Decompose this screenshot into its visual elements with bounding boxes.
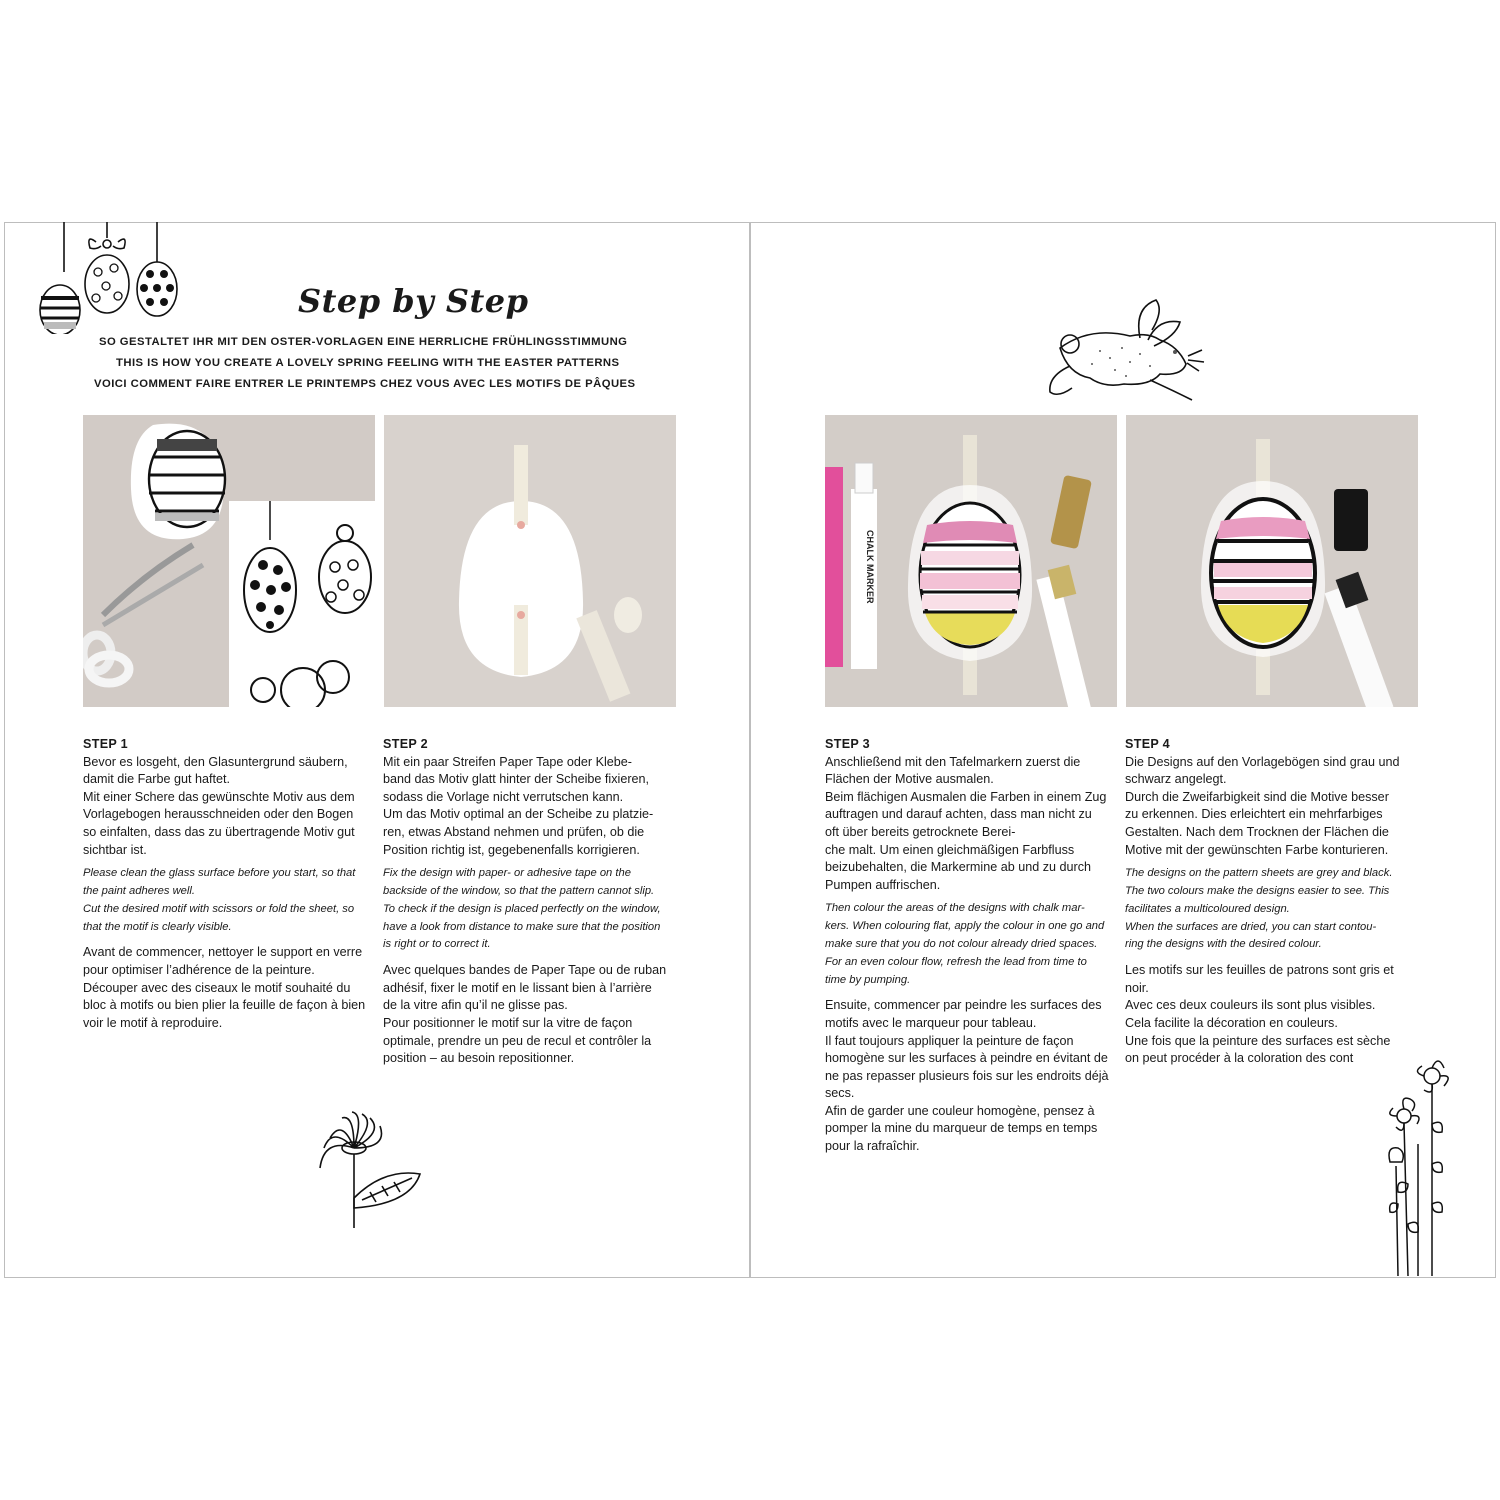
step-text-de: Mit ein paar Streifen Paper Tape oder Klebe- band das Motiv glatt hinter der Scheibe fixieren, sodass die Vorlage nicht verrutschen kann. Um das Motiv optimal an der Scheibe zu platzie- ren, etwas Abstand nehmen und prüfen, ob die Position richtig ist, gegebenenfalls korrigieren. xyxy=(383,754,654,857)
step-text-fr: Les motifs sur les feuilles de patrons sont gris et noir. Avec ces deux couleurs ils sont plus visibles. Cela facilite la décoration en couleurs. Une fois que la peinture des surfaces est sèche on peut procéder à la coloration des cont xyxy=(1125,963,1394,1066)
step-3-column xyxy=(825,736,1109,1164)
tall-flowers-illustration xyxy=(1380,1054,1450,1276)
photo-step-4 xyxy=(1126,415,1418,707)
step-text-de: Bevor es losgeht, den Glasuntergrund säubern, damit die Farbe gut haftet. Mit einer Schere das gewünschte Motiv aus dem Vorlagebogen herausschneiden oder den Bogen so einfalten, dass das zu übertragende Motiv gut sichtbar ist. xyxy=(83,754,355,857)
step-text-fr: Ensuite, commencer par peindre les surfaces des motifs avec le marqueur pour tableau. Il faut toujours appliquer la peinture de façon homogène sur les surfaces à peindre en évitant de ne pas repasser plusieurs fois sur les endroits déjà secs. Afin de garder une couleur homogène, pensez à pomper la mine du marqueur de temps en temps pour la rafraîchir. xyxy=(825,998,1109,1154)
photo-step-3 xyxy=(825,415,1117,707)
step-2-column xyxy=(383,736,667,1076)
step-label: STEP 4 xyxy=(1125,737,1170,751)
marker-label: CHALK MARKER xyxy=(865,530,875,604)
step-text-de: Die Designs auf den Vorlagebögen sind grau und schwarz angelegt. Durch die Zweifarbigkeit sind die Motive besser zu erkennen. Dies erleichtert ein mehrfarbiges Gestalten. Nach dem Trocknen der Flächen die Motive mit der gewünschten Farbe konturieren. xyxy=(1125,754,1400,857)
step-label: STEP 3 xyxy=(825,737,870,751)
step-label: STEP 2 xyxy=(383,737,428,751)
step-1-column xyxy=(83,736,367,1040)
page-title: Step by Step xyxy=(298,282,529,320)
step-4-column xyxy=(1125,736,1405,1076)
step-text-en: The designs on the pattern sheets are grey and black. The two colours make the designs easier to see. This facilitates a multicoloured design. When the surfaces are dried, you can start contou- ring the designs with the desired colour. xyxy=(1125,867,1393,951)
step-text-en: Fix the design with paper- or adhesive tape on the backside of the window, so that the pattern cannot slip. To check if the design is placed perfectly on the window, have a look from distance to make sure that the position is right or to correct it. xyxy=(383,867,661,951)
bunny-illustration xyxy=(1030,296,1210,404)
flower-illustration xyxy=(310,1108,430,1232)
hanging-eggs-illustration xyxy=(34,222,194,334)
step-text-fr: Avec quelques bandes de Paper Tape ou de ruban adhésif, fixer le motif en le lissant bien à l’arrière de la vitre afin qu’il ne glisse pas. Pour positionner le motif sur la vitre de façon optimale, prendre un peu de recul et contrôler la position – au besoin repositionner. xyxy=(383,963,667,1066)
step-label: STEP 1 xyxy=(83,737,128,751)
step-text-fr: Avant de commencer, nettoyer le support en verre pour optimiser l’adhérence de la peinture. Découper avec des ciseaux le motif souhaité du bloc à motifs ou bien plier la feuille de façon à bien voir le motif à reproduire. xyxy=(83,945,366,1030)
subtitle-en: THIS IS HOW YOU CREATE A LOVELY SPRING FEELING WITH THE EASTER PATTERNS xyxy=(116,357,620,369)
step-text-de: Anschließend mit den Tafelmarkern zuerst die Flächen der Motive ausmalen. Beim flächigen Ausmalen die Farben in einem Zug auftragen und darauf achten, dass man nicht zu oft über bereits getrocknete Berei- che malt. Um einen gleichmäßigen Farbfluss beizubehalten, die Markermine ab und zu durch Pumpen auffrischen. xyxy=(825,754,1107,892)
subtitle-de: SO GESTALTET IHR MIT DEN OSTER-VORLAGEN EINE HERRLICHE FRÜHLINGSSTIMMUNG xyxy=(99,336,628,348)
step-text-en: Please clean the glass surface before you start, so that the paint adheres well. Cut the desired motif with scissors or fold the sheet, so that the motif is clearly visible. xyxy=(83,867,356,933)
subtitle-fr: VOICI COMMENT FAIRE ENTRER LE PRINTEMPS CHEZ VOUS AVEC LES MOTIFS DE PÂQUES xyxy=(94,378,636,390)
photo-step-1 xyxy=(83,415,375,707)
photo-step-2 xyxy=(384,415,676,707)
step-text-en: Then colour the areas of the designs with chalk mar- kers. When colouring flat, apply the colour in one go and make sure that you do not colour already dried spaces. For an even colour flow, refresh the lead from time to time by pumping. xyxy=(825,902,1105,986)
